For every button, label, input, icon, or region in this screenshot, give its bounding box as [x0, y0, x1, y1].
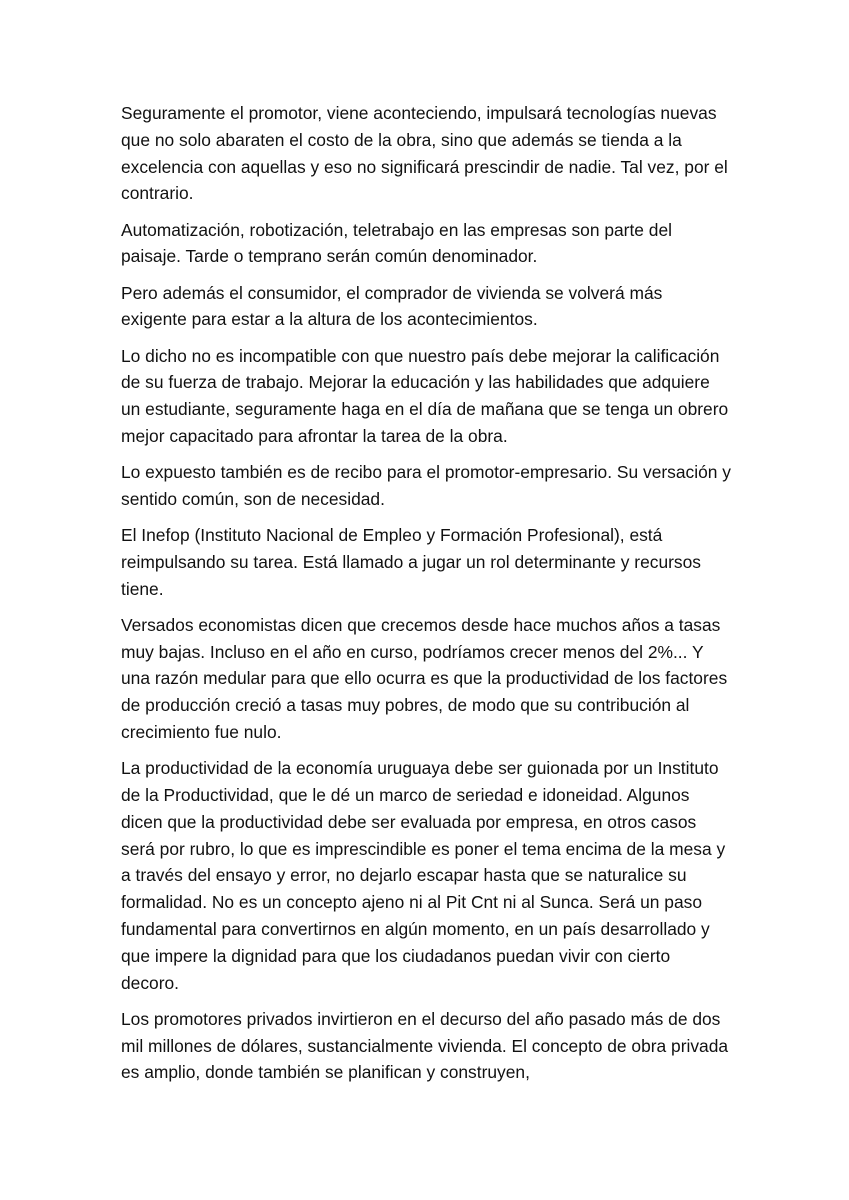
paragraph: Versados economistas dicen que crecemos desde hace muchos años a tasas muy bajas. Incluso en el año en curso, podríamos crecer menos del 2%... Y una razón medular para que ello ocurra es que la productividad de los factores de producción creció a tasas muy pobres, de modo que su contribución al crecimiento fue nulo. [121, 614, 728, 743]
paragraph: Lo dicho no es incompatible con que nuestro país debe mejorar la calificación de su fuerza de trabajo. Mejorar la educación y las habilidades que adquiere un estudiante, seguramente haga en el día de mañana que se tenga un obrero mejor capacitado para afrontar la tarea de la obra. [121, 345, 729, 446]
paragraph: El Inefop (Instituto Nacional de Empleo y Formación Profesional), está reimpulsando su tarea. Está llamado a jugar un rol determinante y recursos tiene. [121, 525, 701, 599]
paragraph: Lo expuesto también es de recibo para el promotor-empresario. Su versación y sentido común, son de necesidad. [121, 462, 731, 509]
paragraph: Automatización, robotización, teletrabajo en las empresas son parte del paisaje. Tarde o temprano serán común denominador. [121, 219, 673, 267]
paragraph: Pero además el consumidor, el comprador de vivienda se volverá más exigente para estar a la altura de los acontecimientos. [121, 282, 663, 330]
paragraph: La productividad de la economía uruguaya debe ser guionada por un Instituto de la Productividad, que le dé un marco de seriedad e idoneidad. Algunos dicen que la productividad debe ser evaluada por empresa, en otros casos será por rubro, lo que es imprescindible es poner el tema encima de la mesa y a través del ensayo y error, no dejarlo escapar hasta que se naturalice su formalidad. No es un concepto ajeno ni al Pit Cnt ni al Sunca. Será un paso fundamental para convertirnos en algún momento, en un país desarrollado y que impere la dignidad para que los ciudadanos puedan vivir con cierto decoro. [121, 758, 726, 993]
paragraph: Seguramente el promotor, viene aconteciendo, impulsará tecnologías nuevas que no solo abaraten el costo de la obra, sino que además se tienda a la excelencia con aquellas y eso no significará prescindir de nadie. Tal vez, por el contrario. [121, 103, 728, 204]
document-body [121, 100, 731, 1096]
paragraph: Los promotores privados invirtieron en el decurso del año pasado más de dos mil millones de dólares, sustancialmente vivienda. El concepto de obra privada es amplio, donde también se planifican y construyen, [121, 1008, 729, 1083]
